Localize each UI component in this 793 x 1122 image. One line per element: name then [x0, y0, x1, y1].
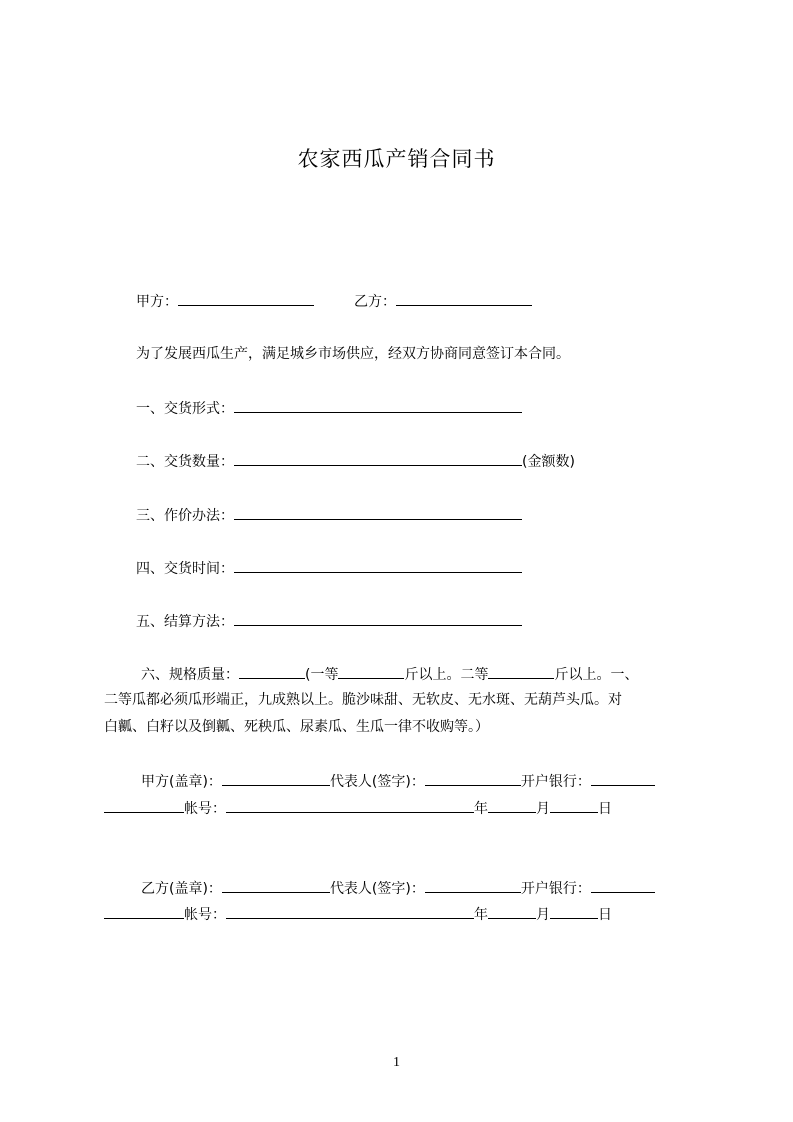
year-label: 年	[474, 801, 488, 817]
party-a-blank[interactable]	[178, 291, 314, 306]
quality-line-2: 二等瓜都必须瓜形端正，九成熟以上。脆沙味甜、无软皮、无水斑、无葫芦头瓜。对	[104, 692, 622, 708]
signature-a-line-1	[141, 771, 655, 792]
bank-blank-continued[interactable]	[104, 798, 184, 813]
clause-label: 一、交货形式：	[136, 401, 234, 417]
bank-blank[interactable]	[591, 771, 655, 786]
year-label: 年	[474, 907, 488, 923]
month-label: 月	[536, 907, 550, 923]
seal-blank[interactable]	[222, 878, 330, 893]
account-label: 帐号：	[184, 907, 226, 923]
parties-line-b	[354, 291, 532, 312]
rep-label: 代表人(签字)：	[329, 774, 425, 790]
clause-delivery-time	[136, 558, 522, 579]
first-grade-text: (一等	[305, 667, 339, 683]
account-label: 帐号：	[184, 801, 226, 817]
month-label: 月	[536, 801, 550, 817]
second-grade-blank[interactable]	[488, 664, 554, 679]
day-blank[interactable]	[550, 798, 598, 813]
clause-pricing-method	[136, 505, 522, 526]
first-grade-blank[interactable]	[338, 664, 404, 679]
day-blank[interactable]	[550, 904, 598, 919]
page-title: 农家西瓜产销合同书	[297, 147, 496, 171]
intro-text: 为了发展西瓜生产，满足城乡市场供应，经双方协商同意签订本合同。	[136, 346, 570, 362]
month-blank[interactable]	[488, 798, 536, 813]
seal-blank[interactable]	[222, 771, 330, 786]
month-blank[interactable]	[488, 904, 536, 919]
signature-b-line-1	[141, 878, 655, 899]
amount-suffix: (金额数)	[522, 454, 575, 470]
quality-label: 六、规格质量：	[141, 667, 239, 683]
bank-label: 开户银行：	[520, 774, 591, 790]
second-grade-unit: 斤以上。一、	[554, 667, 639, 683]
pricing-method-blank[interactable]	[234, 505, 522, 520]
rep-label: 代表人(签字)：	[329, 881, 425, 897]
clause-delivery-form	[136, 398, 522, 419]
first-grade-unit: 斤以上。二等	[404, 667, 489, 683]
signature-a-line-2	[104, 798, 612, 819]
settlement-method-blank[interactable]	[234, 611, 522, 626]
signature-b-line-2	[104, 904, 612, 925]
delivery-quantity-blank[interactable]	[234, 451, 522, 466]
clause-delivery-quantity	[136, 451, 575, 472]
clause-quality	[141, 664, 638, 685]
clause-label: 四、交货时间：	[136, 561, 234, 577]
bank-blank-continued[interactable]	[104, 904, 184, 919]
rep-blank[interactable]	[425, 771, 521, 786]
clause-settlement-method	[136, 611, 522, 632]
clause-label: 五、结算方法：	[136, 614, 234, 630]
clause-label: 三、作价办法：	[136, 508, 234, 524]
party-b-blank[interactable]	[396, 291, 532, 306]
quality-blank[interactable]	[239, 664, 305, 679]
account-blank[interactable]	[226, 904, 474, 919]
rep-blank[interactable]	[425, 878, 521, 893]
account-blank[interactable]	[226, 798, 474, 813]
delivery-form-blank[interactable]	[234, 398, 522, 413]
party-b-label: 乙方：	[354, 294, 396, 310]
clause-label: 二、交货数量：	[136, 454, 234, 470]
bank-blank[interactable]	[591, 878, 655, 893]
delivery-time-blank[interactable]	[234, 558, 522, 573]
day-label: 日	[598, 907, 612, 923]
party-a-label: 甲方：	[136, 294, 178, 310]
page-number: 1	[393, 1055, 400, 1070]
bank-label: 开户银行：	[520, 881, 591, 897]
seal-label: 甲方(盖章)：	[141, 774, 222, 790]
quality-line-3: 白瓤、白籽以及倒瓤、死秧瓜、尿素瓜、生瓜一律不收购等。）	[104, 719, 489, 735]
day-label: 日	[598, 801, 612, 817]
parties-line	[136, 291, 314, 312]
seal-label: 乙方(盖章)：	[141, 881, 222, 897]
